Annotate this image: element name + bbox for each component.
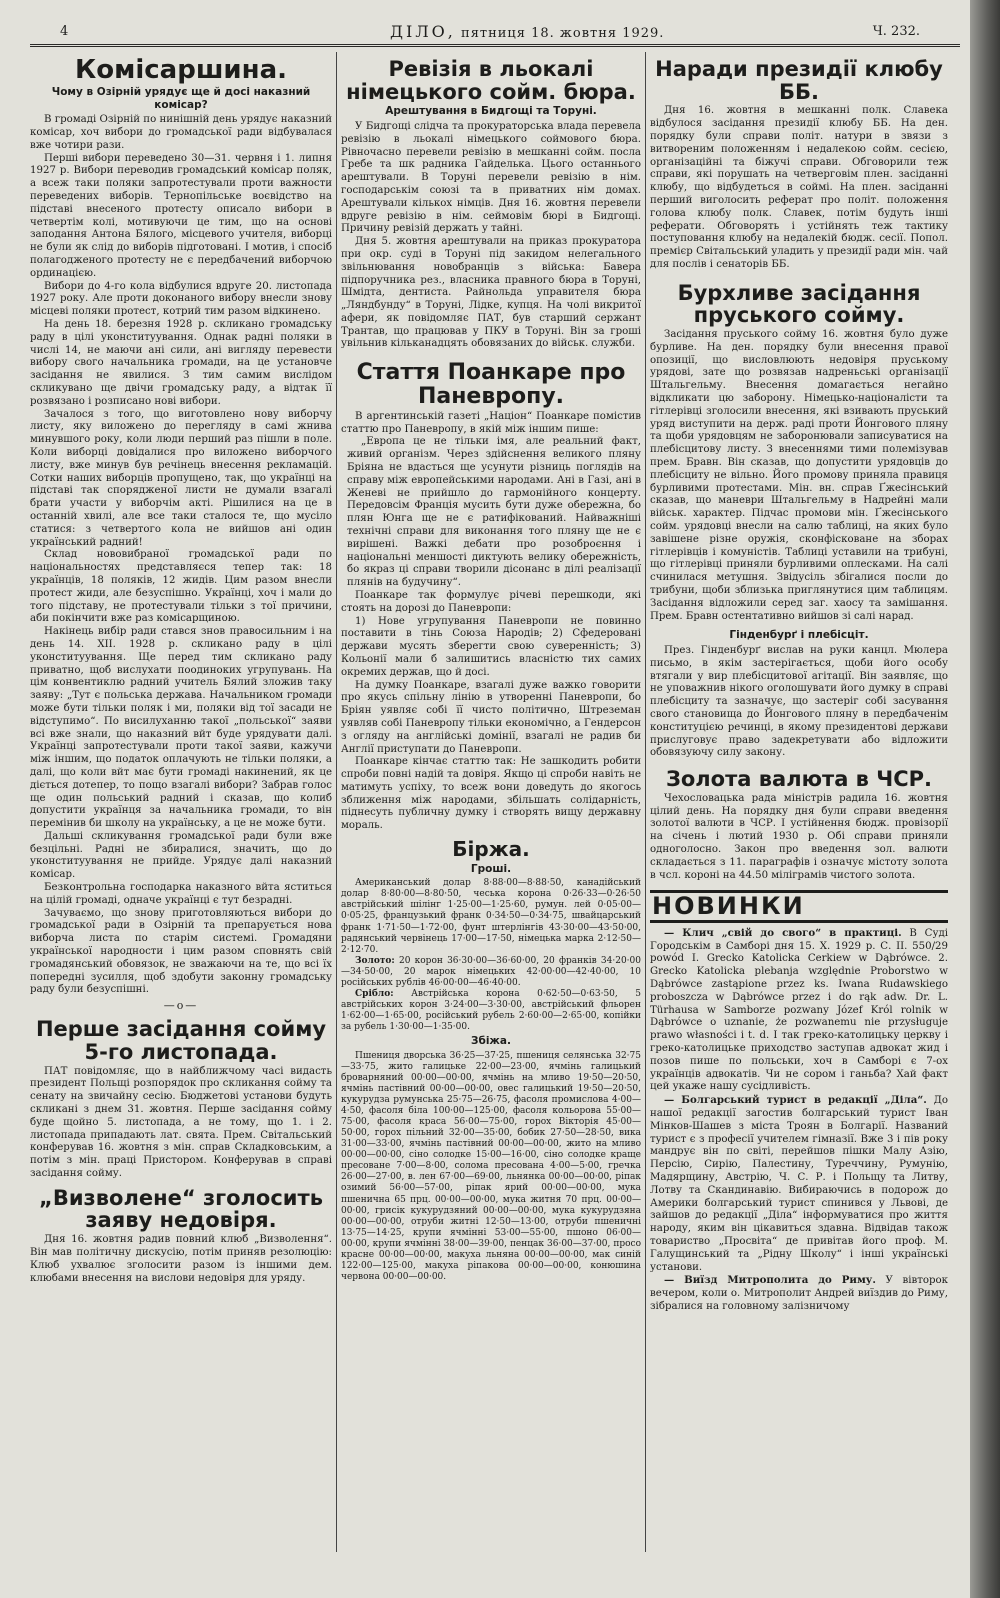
news-item-heading: — Болгарський турист в редакції „Діла“. xyxy=(664,1094,927,1107)
masthead-center xyxy=(390,22,664,41)
paragraph: Поанкаре так формулує річеві перешкоди, які стоять на дорозі до Паневропи: xyxy=(341,589,641,614)
article-poincare xyxy=(341,361,641,833)
paragraph: Дальші скликування громадської ради були вже безцільні. Радні не збиралися, значить, що до уконституування не прийде. Урядує далі наказний комісар. xyxy=(30,830,332,881)
gold-rates xyxy=(341,956,641,989)
section-subtitle: Гроші. xyxy=(470,862,512,875)
column-rule xyxy=(336,52,337,1552)
article-title: Стаття Поанкаре про Паневропу. xyxy=(356,360,626,410)
paragraph: Поанкаре кінчає статтю так: Не зашкодить робити спроби повні надій та довіря. Якщо ці спроби навіть не матимуть успіху, то всеж вони доведуть до якогось зближення між народами, збільшать солідарність, піднесуть публичну думку і створять вищу державну мораль. xyxy=(341,756,641,832)
paper-name: ДІЛО, xyxy=(390,22,456,41)
paragraph: Чехословацька рада міністрів радила 16. жовтня цілий день. На порядку дня були справи введення золотої валюти в ЧСР. І устійнення бюдж. провізорії на січень і лютий 1930 р. Обі справи приняли одноголосно. Закон про введення зол. валюти складається з 11. параграфів і означує містоту золота в чсл. короні на 44.50 міліграмів чистого золота. xyxy=(650,792,948,881)
article-title: Гінденбурґ і плебісціт. xyxy=(729,629,869,642)
silver-values: Австрійська корона 0·62·50—0·63·50, 5 австрійських корон 3·24·00—3·30·00, австрійський фльорен 1·62·00—1·65·00, російський рубель 2·60·00—2·65·00, копійки за рубель 1·30·00—1·35·00. xyxy=(341,988,641,1033)
separator: —o— xyxy=(163,999,199,1013)
section-title: НОВИНКИ xyxy=(650,890,948,922)
paragraph: Дня 16. жовтня радив повний клюб „Визволення“. Він мав політичну дискусію, потім приняв резолюцію: Клюб ухвалює зголосити разом із іншими дем. клюбами внесення на вислови недовіря для уряду. xyxy=(30,1234,332,1284)
paragraph: Склад нововибраної громадської ради по національностях представляєся тепер так: 18 українців, 18 поляків, 12 жидів. Цим разом внесли протест жиди, але безуспішно. Українці, хоч і мали до того підставу, не протестували тільки з тої причини, аби покінчити вже раз комісарщиною. xyxy=(30,549,332,625)
article-title: Ревізія в льокалі німецького сойм. бюра. xyxy=(346,57,636,104)
paragraph: На день 18. березня 1928 р. скликано громадську раду в цілі уконституування. Однак радні поляки в числі 14, не маючи ані сили, ані вигляду перевести вибору свого начальника громади, на це установче засідання не явилися. З тим самим вислідом скликувано ще двічи громадську раду, а відтак її розвязано і розписано нові вибори. xyxy=(30,319,332,407)
issue-number: Ч. 232. xyxy=(872,24,920,39)
page-number: 4 xyxy=(60,24,69,39)
article-body xyxy=(30,114,332,997)
paragraph: В громаді Озірній по нинішній день урядує наказний комісар, хоч вибори до громадської ради відбувалася вже чотири рази. xyxy=(30,114,332,151)
masthead xyxy=(30,22,960,47)
paragraph: Перші вибори переведено 30—31. червня і 1. липня 1927 р. Вибори переводив громадський комісар поляк, а всеж таки поляки запротестували проти важности переведених виборів. Тернопільське воєвідство на підставі внесеного протесту описало вибори в четвертім колі, мотивуючи це тим, що на основі заподання Антона Бялого, місцевого учителя, виборці не були як слід до виборів підготовані. І мотив, і спосіб полагодженого протесту не є передбачений виборчою ординацією. xyxy=(30,152,332,279)
gold-values: 20 корон 36·30·00—36·60·00, 20 франків 34·20·00—34·50·00, 20 марок німецьких 42·00·00—42·40·00, 10 російських рублів 46·00·00—46·40·00. xyxy=(341,955,641,988)
paragraph: Засідання пруського сойму 16. жовтня було дуже бурливе. На ден. порядку були внесення правої опозиції, що висловлюють недовіря пруському урядові, зате що розвязав надреньські організації Штальгельму. Внесення домагається негайно відкликати цю заборону. Німецько-націоналісти та гітлерівці зголосили внесення, які взивають пруський уряд виступити на держ. раді проти Йонгового пляну та щоби урядовцям не заборонювали записуватися на плебісцитову листу. З внесеннями тими полемізував прем. Бравн. Він сказав, що допустити урядовців до плебісциту не вільно. Його промову приняла правиця бурливими протестами. Мін. вн. справ Ґжесінський сказав, що маневри Штальгельму в Надрейні мали військ. характер. Підчас промови мін. Ґжесінського сойм. урядовці внесли на салю таблиці, на яких було завішене різне оружія, сконфісковане на зборах гітлерівців і комуністів. Таблиці уставили на трибуні, що гітлерівці приняли бурливими оплесками. На салі счинилася метушня. Звідусіль збігалися посли до трибуни, щоби зблизька приглянутися цим таблицям. Засідання відложили серед заг. хаосу та замішання. Прем. Бравн остентативно вийшов зі салі нарад. xyxy=(650,329,948,622)
news-item xyxy=(650,1274,948,1313)
paragraph: Накінець вибір ради стався знов правосильним і на день 14. XII. 1928 р. скликано раду в цілі уконституування. Ще перед тим скликано раду приватно, щоб вислухати поодиноких угрупувань. На цім конвентиклю радний учитель Бялий зложив таку заяву: „Тут є польська держава. Начальником громади може бути тільки поляк і ми, поляки від тої засади не відступимо“. По висилуханню такої „польської“ заяви всі вже знали, що наказний вйт буде урядувати далі. Українці запротестували проти такої заяви, кажучи між іншим, що податок оплачують не тільки поляки, а далі, що коли вйт має бути громаді накинений, як це діється дотепер, то пощо взагалі вибори? Забрав голос ще один польський радний і сказав, що колиб допустити українця за начальника громади, то він перемінив би школу на українську, а це не може бути. xyxy=(30,626,332,830)
paragraph: В аргентинській газеті „Націон“ Поанкаре помістив статтю про Паневропу, в якій між іншим пише: xyxy=(341,410,641,435)
paragraph: На думку Поанкаре, взагалі дуже важко говорити про якусь спільну лінію в утворенні Паневропи, бо Бріян уявляє собі її чисто політично, Штреземан уявляв собі Паневропу тільки економічно, а Гендерсон з огляду на англійські домінії, взагалі не радив би Англії приступати до Паневропи. xyxy=(341,679,641,755)
paragraph: Дня 5. жовтня арештували на приказ прокуратора при окр. суді в Торуні під закидом нелегального звільнювання новобранців з війська: Бавера підпоручника рез., власника правного бюра в Торуні, Шмідта, дентиста. Райнольда управителя бюра „Ляндбунду“ в Торуні, Лідке, купця. На чолі викритої афери, як повідомляє ПАТ, був старший сержант Трантав, що працював у ПКУ в Торуні. Він за гроші увільнив кільканадцять обовязаних до військ. служби. xyxy=(341,236,641,350)
paragraph: ПАТ повідомляє, що в найближчому часі видасть президент Польщі розпорядок про скликання сойму та сенату на звичайну сесію. Бюджетові установи будуть скликані з днем 31. жовтня. Перше засідання сойму буде щойно 5. листопада, а не тому, що 1. і 2. листопада припадають лат. свята. Прем. Світальський конферував 16. жовтня з мін. справ Складковським, а потім з мін. праці Пристором. Конферував в справі засідання сойму. xyxy=(30,1065,332,1179)
paragraph: Зачуваємо, що знову приготовляються вибори до громадської ради в Озірній та препарується нова виборча листа по старім системі. Громадяни української народности і цим разом сповнять свій громадянський обовязок, не зважаючи на те, що всі їх попередні зусилля, щоб здобути законну громадську раду були безуспішні. xyxy=(30,907,332,996)
paragraph: Дня 16. жовтня в мешканні полк. Славека відбулося засідання президії клюбу ББ. На ден. порядку були справи політ. натури в звязи з витвореним положенням і недалекою сойм. сесією, організаційні та біжучі справи. Обговорили теж справи, які порушать на четверговім плен. засіданні клюбу, що відбудеться в соймі. На плен. засіданні перший виголосить реферат про політ. положення голова клюбу полк. Славек, потім будуть інші реферати. Обговорять і устійнять теж тактику поступовання клюбу на недалекій бюдж. сесії. Попол. премієр Світальський уладить у президії ради мін. чай для послів і сенаторів ББ. xyxy=(650,105,948,270)
grain-label: Збіжа. xyxy=(471,1035,511,1048)
article-revision xyxy=(341,58,641,351)
grain-rates: Пшениця дворська 36·25—37·25, пшениця селянська 32·75—33·75, жито галицьке 22·00—23·00, ячмінь галицький броварняний 00·00—00·00, ячмінь на мливо 19·50—20·50, ячмінь пастівний 00·00—00·00, овес галицький 19·50—20·50, кукурудза румунська 25·75—26·75, фасоля промислова 4·00—4·50, фасоля біла 100·00—125·00, фасоля кольорова 55·00—75·00, фасоля краса 56·00—75·00, горох Вікторія 45·00—50·00, горох пільний 32·00—35·00, бобик 27·50—28·50, вика 31·00—33·00, ячмінь пастівний 00·00—00·00, жито на мливо 00·00—00·00, сіно солодке 15·00—16·00, сіно солодке краще пресоване 7·00—8·00, солома пресована 4·00—5·00, гречка 26·00—27·00, в. лен 67·00—69·00, льнянка 00·00—00·00, ріпак озимий 56·00—57·00, ріпак ярий 00·00—00·00, мука пшенична 65 прц. 00·00—00·00, мука житня 70 прц. 00·00—00·00, грисік кукурудзяний 00·00—00·00, мука кукурудзяна 00·00—00·00, отруби житні 12·50—13·00, отруби пшеничні 13·75—14·25, крупи ячмінні 53·00—55·00, пшоно 06·00—00·00, крупи ячмінні 38·00—39·00, пенцак 36·00—37·00, просо красне 00·00—00·00, макуха льняна 00·00—00·00, мак синій 122·00—125·00, макуха ріпакова 00·00—00·00, конюшина червона 00·00—00·00. xyxy=(341,1050,641,1282)
article-subtitle: Чому в Озірній урядує ще й досі наказний комісар? xyxy=(51,86,311,111)
news-item-text: До нашої редакції загостив болгарський турист Іван Мінков-Шашев з міста Троян в Болгарії. Названий турист є з професії учителем гімназії. Вже 3 і пів року мандрує він по світі, перейшов пішки Малу Азію, Персію, Сирію, Палестину, Туреччину, Румунію, Мадярщину, Австрію, Ч. С. Р. і Польщу та Литву, Лотву та Скандинавію. Вибираючись в подорож до Америки болгарський турист спинився у Львові, де зайшов до редакції „Діла“ інформуватися про життя народу, яким він цікавиться здавна. Відвідав також товариство „Просвіта“ де привітав його проф. М. Галущинський та „Рідну Школу“ і інші українські установи. xyxy=(650,1095,948,1273)
page-edge xyxy=(970,0,1000,1598)
article-gold-currency xyxy=(650,768,948,882)
article-title: Золота валюта в ЧСР. xyxy=(665,767,933,792)
currency-rates: Американський долар 8·88·00—8·88·50, канадійський долар 8·80·00—8·80·50, чеська корона 0·26·33—0·26·50 австрійський шілінг 1·25·00—1·25·60, румун. лей 0·05·00—0·05·25, французький франк 0·34·50—0·34·75, швайцарський франк 1·71·50—1·72·00, фунт штерлінгів 43·30·00—43·50·00, радянський червінець 17·00—17·50, німецька марка 2·12·50—2·12·70. xyxy=(341,878,641,955)
article-hindenburg xyxy=(650,629,948,760)
paragraph: През. Гінденбурґ вислав на руки канцл. Мюлера письмо, в якім застерігається, щоби його особу втягали у вир плебісцитової агітації. Він заявляє, що не уповажнив нікого оголошувати його думку в справі плебісциту та зазначує, що застеріг собі засування свого становища до Йонгового пляну в передбаченім конституцією речинці, в якому президентові держави прислуговує право задекретувати або відложити обовязуючу силу закону. xyxy=(650,644,948,759)
issue-date: пятниця 18. жовтня 1929. xyxy=(461,26,665,41)
silver-rates xyxy=(341,989,641,1033)
news-section xyxy=(650,890,948,1313)
quote: „Европа це не тільки імя, але реальний факт, живий організм. Через здійснення великого пляну Бріяна не вдасться ще усунути різниць поглядів на справу між европейськими народами. Ані в Газі, ані в Женеві не прийшло до гармонійного концерту. Передовсім Франція мусить бути дуже обережна, бо плян Юнга ще не є ратифікований. Найважніші технічні справи для виконання того пляну ще не є вирішені. Важкі дебати про розоброєння і національні меншості диктують велику обережність, бо якраз ці справи творили дісонанс в ділі реалізації плянів на будучину“. xyxy=(347,436,641,589)
article-subtitle: Арештування в Бидгощі та Торуні. xyxy=(385,105,597,118)
article-title: Перше засідання сойму 5-го листопада. xyxy=(35,1017,327,1064)
news-item xyxy=(650,1094,948,1274)
section-title: Біржа. xyxy=(452,837,530,862)
silver-label: Срібло: xyxy=(355,988,394,999)
paragraph: 1) Нове угрупування Паневропи не повинно поставити в тінь Союза Народів; 2) Сфедеровані держави мусять зберегти свою суверенність; 3) Кольонії мали б залишитись власністю тих самих окремих держав, що й досі. xyxy=(341,615,641,678)
news-item-text: У вівторок вечером, коли о. Митрополит Андрей виїздив до Риму, зібралися на головному залізничому xyxy=(650,1275,948,1312)
column-rule xyxy=(645,52,646,1552)
paragraph: Вибори до 4-го кола відбулися вдруге 20. листопада 1927 року. Але проти доконаного вибору внесли знову місцеві поляки протест, котрий тим разом відкинено. xyxy=(30,280,332,318)
gold-label: Золото: xyxy=(355,955,395,966)
article-bb-presidium xyxy=(650,58,948,272)
news-item-heading: — Виїзд Митрополита до Риму. xyxy=(664,1274,876,1287)
article-komisarshchyna xyxy=(30,56,332,997)
column-1 xyxy=(30,52,332,1592)
column-2 xyxy=(341,52,641,1592)
news-item-heading: — Клич „свій до свого“ в практиці. xyxy=(664,926,902,939)
news-item xyxy=(650,927,948,1094)
news-item-text: В Суді Городськім в Самборі дня 15. X. 1929 р. С. ІІ. 550/29 powód I. Grecko Katolicka Cerkiew w Dąbrówce. 2. Grecko Katolicka plebanja względnie Proborstwo w Dąbrówce zastąpione przez ks. Iwana Rudawskiego proboszcza w Dąbrówce przez i do rąk adw. Dr. L. Türhausa w Samborze pozwany Józef Król rolnik w Dąbrówce o uznanie, że pozwanemu nie przysługuje prawo własności i t. d. І так греко-католицьку церкву і греко-католицьке приходство заступав адвокат жид і позов пише по польськи, хоч в Самборі є 7-ох українців адвокатів. Чи не сором і ганьба? Хай факт цей укаже нашу сусідливість. xyxy=(650,927,948,1093)
paragraph: У Бидгощі слідча та прокураторська влада перевела ревізію в льокалі німецького соймового бюра. Рівночасно перевели ревізію в мешканні сойм. посла Гребе та шк радника Гайделька. Цього останнього арештували. В Торуні перевели ревізію в нім. господарськім союзі та в приватних нім домах. Арештували кількох німців. Дня 16. жовтня перевели вдруге ревізію в нім. сеймовім бюрі в Бидгощі. Причину ревізій держать у тайні. xyxy=(341,120,641,235)
paragraph: Безконтрольна господарка наказного вйта яститься на цілій громаді, одначе українці є тут безрадні. xyxy=(30,882,332,906)
exchange-section xyxy=(341,839,641,1283)
column-3 xyxy=(650,52,948,1592)
article-first-session xyxy=(30,1018,332,1181)
article-title: Наради президії клюбу ББ. xyxy=(655,57,943,104)
article-prussian-sejm xyxy=(650,282,948,624)
paragraph: Зачалося з того, що виготовлено нову виборчу листу, яку виложено до перегляду в самі жнива минувшого року, коли люди перший раз пішли в поле. Коли виборці довідалися про виложено виборчого листу, вже минув був речінець внесення рекламацій. Сотки наших виборців пропущено, так, що українці на підставі так спорядженої листи не думали взагалі брати участи у виборчім акті. Рішилися на це в останній хвилі, але все таки сталося те, що мусіло статися: з четвертого кола не вийшов ані один український радний! xyxy=(30,408,332,548)
article-title: Бурхливе засідання пруського сойму. xyxy=(677,280,921,328)
article-title: Комісаршина. xyxy=(74,55,288,85)
article-title: „Визволене“ зголосить заяву недовіря. xyxy=(39,1185,323,1233)
article-vyzvolennia xyxy=(30,1187,332,1286)
